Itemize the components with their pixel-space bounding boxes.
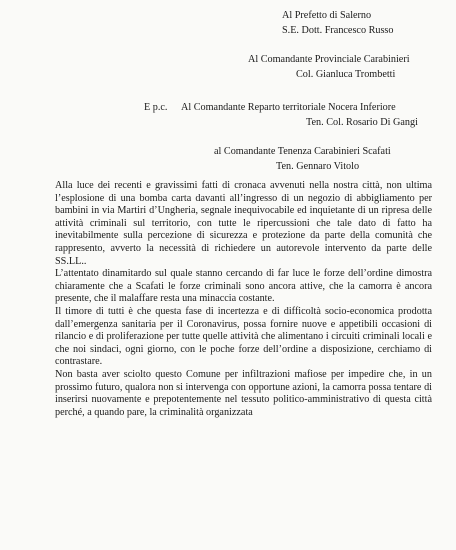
recipient-name: Ten. Gennaro Vitolo xyxy=(276,160,360,172)
recipient-name: Col. Gianluca Trombetti xyxy=(296,68,396,80)
letter-body xyxy=(55,180,432,419)
recipient-title: al Comandante Tenenza Carabinieri Scafati xyxy=(214,146,391,157)
recipient-name: Ten. Col. Rosario Di Gangi xyxy=(306,116,418,128)
recipient-title: Al Comandante Provinciale Carabinieri xyxy=(248,54,410,65)
body-paragraph: Il timore di tutti è che questa fase di incertezza e di difficoltà socio-economica prodotta dall’emergenza sanitaria per il Coronavirus, possa fornire nuove e appetibili occasioni di rilancio e di proliferazione per tutte quelle attività che alimentano i circuiti criminali locali e che noi sindaci, ogni giorno, con le poche forze dell’ordine a disposizione, cerchiamo di contrastare. xyxy=(55,305,432,368)
cc-prefix: E p.c. xyxy=(144,102,168,113)
body-paragraph: Non basta aver sciolto questo Comune per infiltrazioni mafiose per impedire che, in un prossimo futuro, qualora non si intervenga con opportune azioni, la camorra possa tentare di inserirsi nuovamente e prepotentemente nel tessuto politico-amministrativo di questa città perché, a quando pare, la criminalità organizzata xyxy=(55,368,432,418)
recipient-name: S.E. Dott. Francesco Russo xyxy=(282,24,394,36)
recipient-comandante-reparto xyxy=(144,101,424,130)
recipient-comandante-provinciale xyxy=(248,53,424,82)
recipient-prefetto xyxy=(282,9,424,38)
recipient-title: Al Comandante Reparto territoriale Nocera Inferiore xyxy=(181,102,396,113)
recipient-comandante-tenenza xyxy=(214,145,424,174)
recipient-title: Al Prefetto di Salerno xyxy=(282,10,372,21)
body-paragraph: L’attentato dinamitardo sul quale stanno cercando di far luce le forze dell’ordine dimostra chiaramente che a Scafati le forze criminali sono ancora attive, che la camorra è ancora presente, che il malaffare resta una minaccia costante. xyxy=(55,268,432,305)
body-paragraph: Alla luce dei recenti e gravissimi fatti di cronaca avvenuti nella nostra città, non ultima l’esplosione di una bomba carta davanti all’ingresso di un negozio di abbigliamento per bambini in via Martiri d’Ungheria, segnale inequivocabile ed inquietante di un ripresa delle attività criminali sul territorio, con tutte le ripercussioni che tale dato di fatto ha inevitabilmente sulla percezione di sicurezza e protezione da parte della comunità che rappresento, avverto la necessità di richiedere un autorevole intervento da parte delle SS.LL.. xyxy=(55,180,432,267)
